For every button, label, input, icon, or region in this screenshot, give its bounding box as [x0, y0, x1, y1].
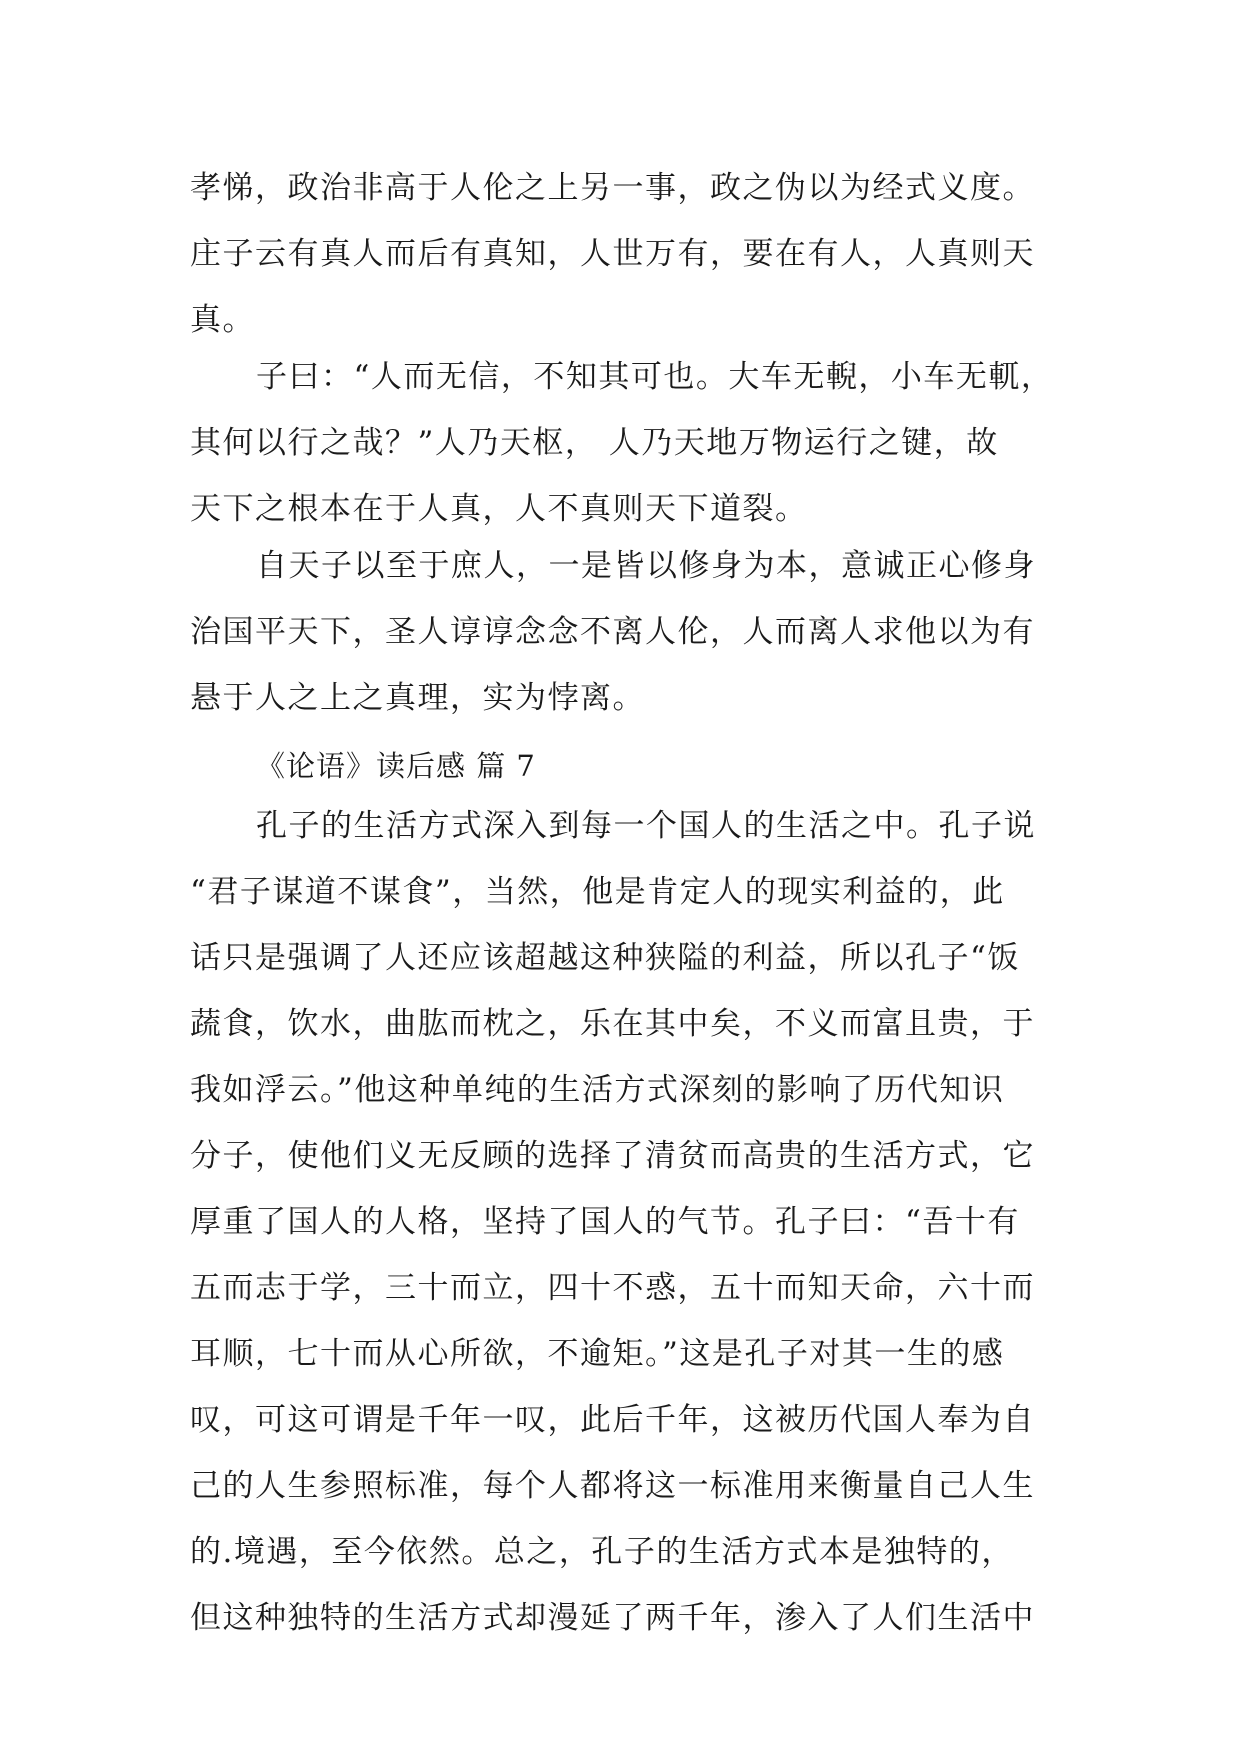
paragraph-3: [190, 533, 1070, 731]
paragraph-line: 话只是强调了人还应该超越这种狭隘的利益，所以孔子“饭: [190, 940, 1020, 976]
paragraph-line: 自天子以至于庶人，一是皆以修身为本，意诚正心修身: [256, 548, 1036, 584]
paragraph-line: 己的人生参照标准，每个人都将这一标准用来衡量自己人生: [190, 1468, 1035, 1504]
paragraph-line: 分子，使他们义无反顾的选择了清贫而高贵的生活方式，它: [190, 1138, 1035, 1174]
paragraph-line: 叹，可这可谓是千年一叹，此后千年，这被历代国人奉为自: [190, 1402, 1035, 1438]
paragraph-line: 厚重了国人的人格，坚持了国人的气节。孔子曰：“吾十有: [190, 1204, 1020, 1240]
paragraph-line: 庄子云有真人而后有真知，人世万有，要在有人，人真则天: [190, 236, 1035, 272]
paragraph-line: 孔子的生活方式深入到每一个国人的生活之中。孔子说: [256, 808, 1036, 844]
paragraph-4: [190, 793, 1070, 1651]
paragraph-line: 真。: [190, 302, 255, 338]
paragraph-2: [190, 344, 1070, 542]
section-heading-block: [190, 733, 1070, 799]
paragraph-line: 我如浮云。”他这种单纯的生活方式深刻的影响了历代知识: [190, 1072, 1005, 1108]
paragraph-line: 的.境遇，至今依然。总之，孔子的生活方式本是独特的，: [190, 1534, 1014, 1570]
paragraph-1: [190, 155, 1070, 353]
paragraph-line: “君子谋道不谋食”，当然，他是肯定人的现实利益的，此: [190, 874, 1005, 910]
paragraph-line: 悬于人之上之真理，实为悖离。: [190, 680, 645, 716]
paragraph-line: 但这种独特的生活方式却漫延了两千年，渗入了人们生活中: [190, 1600, 1035, 1636]
paragraph-line: 治国平天下，圣人谆谆念念不离人伦，人而离人求他以为有: [190, 614, 1035, 650]
paragraph-line: 耳顺，七十而从心所欲，不逾矩。”这是孔子对其一生的感: [190, 1336, 1005, 1372]
paragraph-line: 五而志于学，三十而立，四十不惑，五十而知天命，六十而: [190, 1270, 1035, 1306]
paragraph-line: 孝悌，政治非高于人伦之上另一事，政之伪以为经式义度。: [190, 170, 1035, 206]
paragraph-line: 子曰：“人而无信，不知其可也。大车无輗，小车无軏，: [256, 359, 1054, 395]
paragraph-line: 天下之根本在于人真，人不真则天下道裂。: [190, 491, 808, 527]
paragraph-line: 其何以行之哉？”人乃天枢， 人乃天地万物运行之键，故: [190, 425, 999, 461]
section-heading: 《论语》读后感 篇 7: [256, 749, 536, 783]
paragraph-line: 蔬食，饮水，曲肱而枕之，乐在其中矣，不义而富且贵，于: [190, 1006, 1035, 1042]
